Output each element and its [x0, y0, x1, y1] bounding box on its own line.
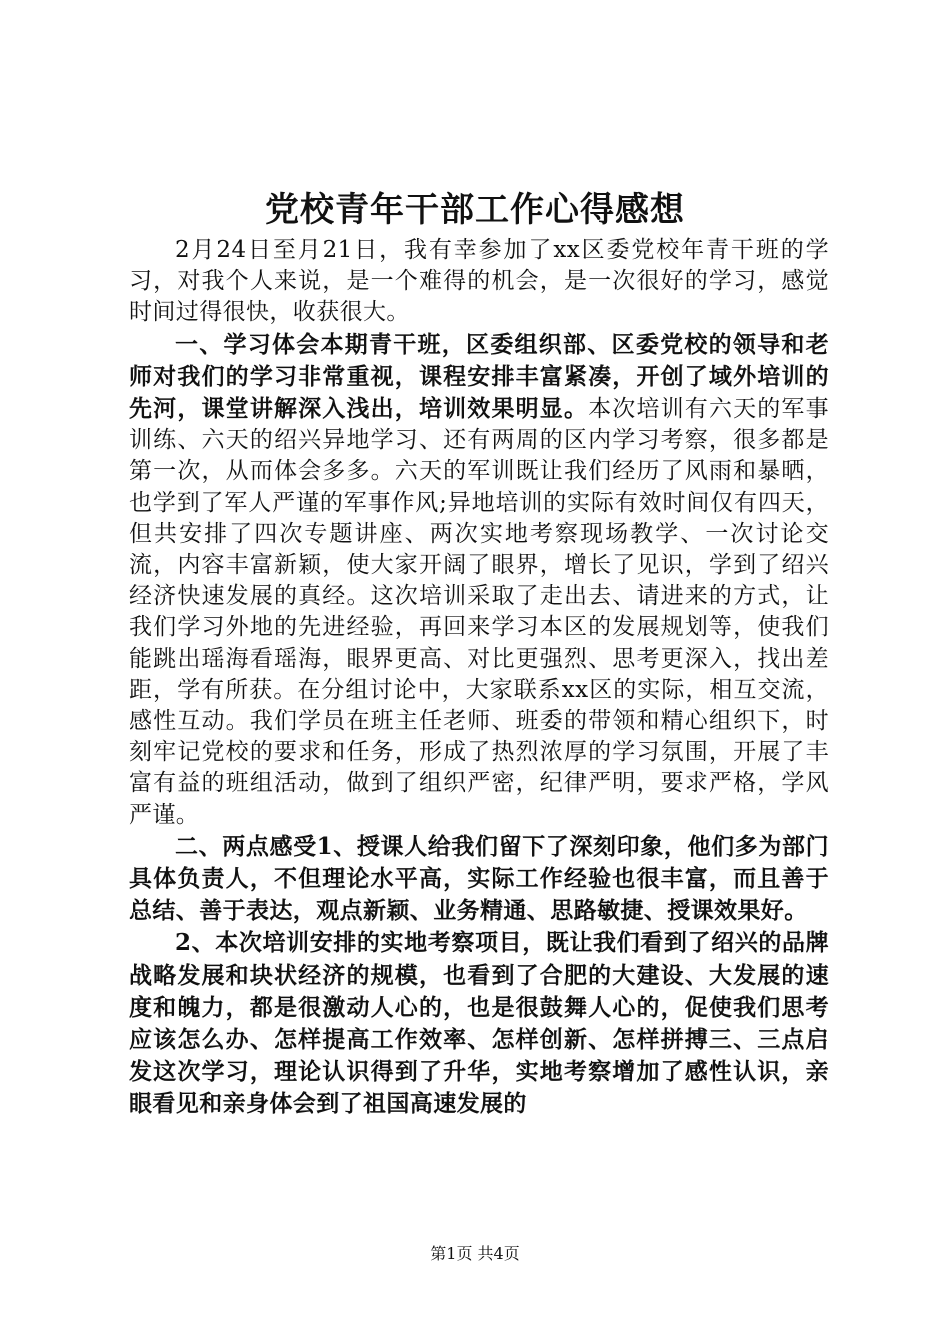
page-number-footer: 第1页 共4页	[430, 1244, 520, 1263]
paragraph-section-two-point-two	[129, 927, 829, 1120]
paragraph-intro	[129, 234, 829, 329]
document-title: 党校青年干部工作心得感想	[265, 190, 685, 230]
paragraph-section-one	[129, 329, 829, 831]
paragraph-section-two	[129, 831, 829, 928]
paragraph-lead: 二、两点感受1、授课人给我们留下了深刻印象，他们多为部门具体负责人，不但理论水平高，实际工作经验也很丰富，而且善于总结、善于表达，观点新颖、业务精通、思路敏捷、授课效果好。	[129, 832, 829, 925]
paragraph-text: 本次培训有六天的军事训练、六天的绍兴异地学习、还有两周的区内学习考察，很多都是第一次，从而体会多多。六天的军训既让我们经历了风雨和暴晒，也学到了军人严谨的军事作风;异地培训的实际有效时间仅有四天，但共安排了四次专题讲座、两次实地考察现场教学、一次讨论交流，内容丰富新颖，使大家开阔了眼界，增长了见识，学到了绍兴经济快速发展的真经。这次培训采取了走出去、请进来的方式，让我们学习外地的先进经验，再回来学习本区的发展规划等，使我们能跳出瑶海看瑶海，眼界更高、对比更强烈、思考更深入，找出差距，学有所获。在分组讨论中，大家联系xx区的实际，相互交流，感性互动。我们学员在班主任老师、班委的带领和精心组织下，时刻牢记党校的要求和任务，形成了热烈浓厚的学习氛围，开展了丰富有益的班组活动，做到了组织严密，纪律严明，要求严格，学风严谨。	[129, 396, 830, 828]
paragraph-lead: 一、学习体会本期青干班，区委组织部、区委党校的领导和老师对我们的学习非常重视，课程安排丰富紧凑，开创了域外培训的先河，课堂讲解深入浅出，培训效果明显。	[129, 330, 829, 423]
document-body	[129, 234, 829, 1121]
paragraph-lead: 2、本次培训安排的实地考察项目，既让我们看到了绍兴的品牌战略发展和块状经济的规模，也看到了合肥的大建设、大发展的速度和魄力，都是很激动人心的，也是很鼓舞人心的，促使我们思考应该怎么办、怎样提高工作效率、怎样创新、怎样拼搏三、三点启发这次学习，理论认识得到了升华，实地考察增加了感性认识，亲眼看见和亲身体会到了祖国高速发展的	[129, 929, 829, 1118]
paragraph-text: 2月24日至月21日，我有幸参加了xx区委党校年青干班的学习，对我个人来说，是一个难得的机会，是一次很好的学习，感觉时间过得很快，收获很大。	[129, 237, 829, 326]
